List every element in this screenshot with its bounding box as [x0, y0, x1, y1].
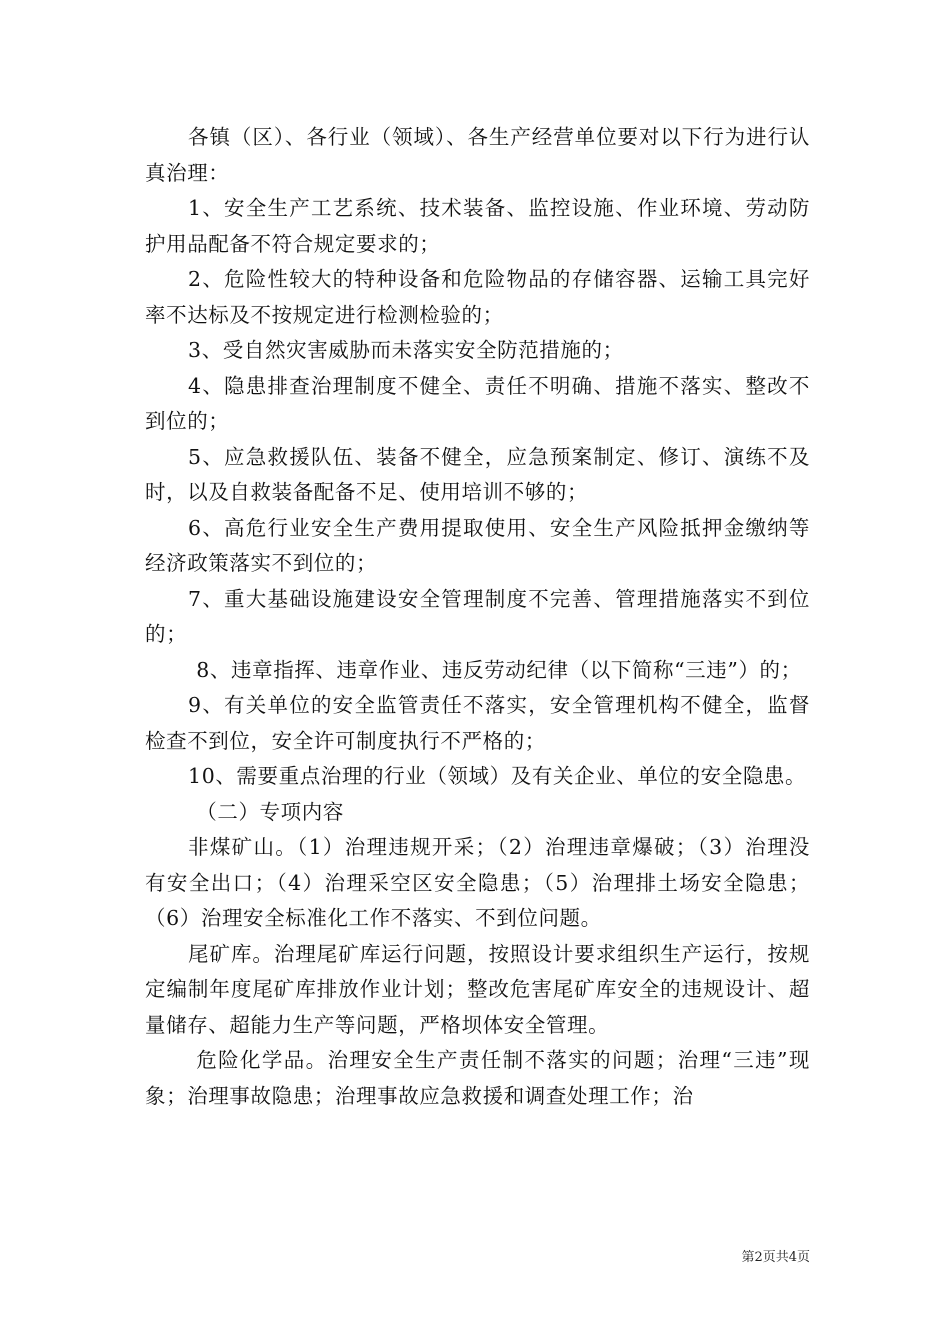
paragraph-item-2: 2、危险性较大的特种设备和危险物品的存储容器、运输工具完好率不达标及不按规定进行检测检验的；: [145, 267, 810, 327]
paragraph-item-3: 3、受自然灾害威胁而未落实安全防范措施的；: [188, 338, 624, 362]
document-body: [145, 120, 810, 1114]
paragraph-intro: 各镇（区）、各行业（领域）、各生产经营单位要对以下行为进行认真治理：: [145, 125, 810, 185]
paragraph-item-7: 7、重大基础设施建设安全管理制度不完善、管理措施落实不到位的；: [145, 586, 810, 646]
paragraph-tailings-pond: 尾矿库。治理尾矿库运行问题，按照设计要求组织生产运行，按规定编制年度尾矿库排放作业计划；整改危害尾矿库安全的违规设计、超量储存、超能力生产等问题，严格坝体安全管理。: [145, 941, 810, 1037]
page-number: 第2页共4页: [741, 1250, 810, 1265]
paragraph-item-8: 8、违章指挥、违章作业、违反劳动纪律（以下简称“三违”）的；: [196, 657, 802, 682]
paragraph-item-5: 5、应急救援队伍、装备不健全，应急预案制定、修订、演练不及时，以及自救装备配备不足、使用培训不够的；: [145, 444, 810, 504]
paragraph-item-6: 6、高危行业安全生产费用提取使用、安全生产风险抵押金缴纳等经济政策落实不到位的；: [145, 515, 810, 575]
paragraph-item-10: 10、需要重点治理的行业（领域）及有关企业、单位的安全隐患。: [188, 764, 807, 788]
paragraph-item-1: 1、安全生产工艺系统、技术装备、监控设施、作业环境、劳动防护用品配备不符合规定要求的；: [145, 196, 810, 256]
paragraph-hazardous-chemicals: 危险化学品。治理安全生产责任制不落实的问题；治理“三违”现象；治理事故隐患；治理事故应急救援和调查处理工作；治: [145, 1048, 810, 1108]
paragraph-item-4: 4、隐患排查治理制度不健全、责任不明确、措施不落实、整改不到位的；: [145, 373, 810, 433]
section-heading-special: （二）专项内容: [196, 799, 344, 824]
paragraph-item-9: 9、有关单位的安全监管责任不落实，安全管理机构不健全，监督检查不到位，安全许可制度执行不严格的；: [145, 693, 810, 753]
paragraph-non-coal-mines: 非煤矿山。（1）治理违规开采；（2）治理违章爆破；（3）治理没有安全出口；（4）治理采空区安全隐患；（5）治理排土场安全隐患；（6）治理安全标准化工作不落实、不到位问题。: [145, 835, 810, 930]
